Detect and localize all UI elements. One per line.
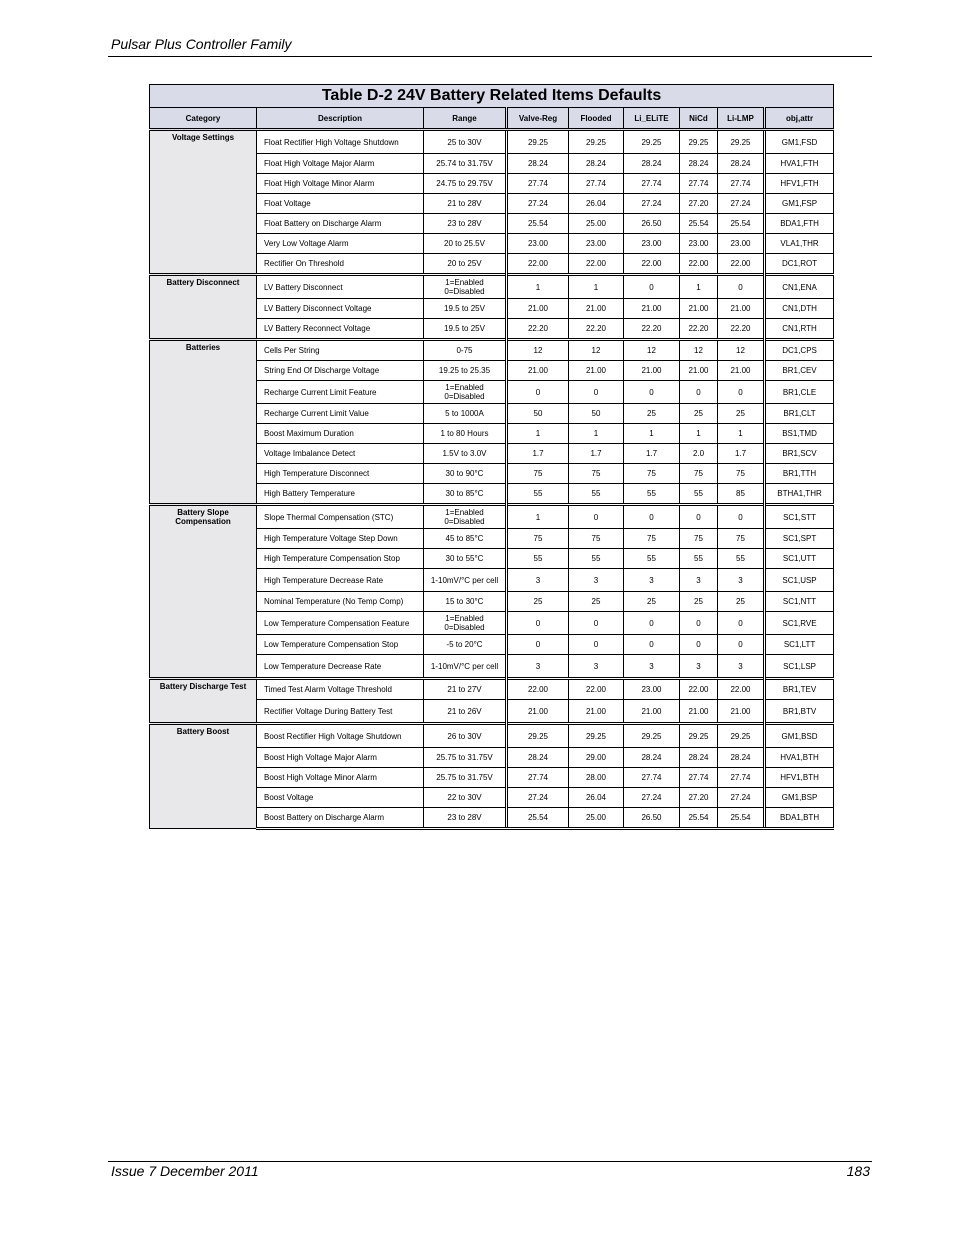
value-cell: 21.00 xyxy=(624,361,680,381)
value-cell: 27.24 xyxy=(507,194,569,214)
value-cell: 25.54 xyxy=(718,214,765,234)
value-cell: 27.24 xyxy=(624,788,680,808)
range-cell: 22 to 30V xyxy=(424,788,507,808)
objattr-cell: BR1,CLE xyxy=(765,381,834,404)
value-cell: 3 xyxy=(680,569,718,592)
range-cell: 26 to 30V xyxy=(424,724,507,748)
range-cell: 19.25 to 25.35 xyxy=(424,361,507,381)
value-cell: 1.7 xyxy=(569,444,624,464)
value-cell: 25.54 xyxy=(680,214,718,234)
objattr-cell: CN1,DTH xyxy=(765,299,834,319)
value-cell: 23.00 xyxy=(624,234,680,254)
objattr-cell: SC1,LSP xyxy=(765,655,834,679)
value-cell: 29.25 xyxy=(569,130,624,154)
value-cell: 29.00 xyxy=(569,748,624,768)
value-cell: 21.00 xyxy=(624,299,680,319)
value-cell: 22.00 xyxy=(507,254,569,275)
value-cell: 75 xyxy=(507,529,569,549)
description-cell: LV Battery Disconnect Voltage xyxy=(257,299,424,319)
value-cell: 22.20 xyxy=(507,319,569,340)
value-cell: 50 xyxy=(569,404,624,424)
objattr-cell: SC1,UTT xyxy=(765,549,834,569)
description-cell: Very Low Voltage Alarm xyxy=(257,234,424,254)
footer-rule xyxy=(108,1161,872,1162)
objattr-cell: BR1,SCV xyxy=(765,444,834,464)
value-cell: 22.00 xyxy=(624,254,680,275)
objattr-cell: SC1,USP xyxy=(765,569,834,592)
value-cell: 75 xyxy=(624,464,680,484)
column-header: NiCd xyxy=(680,108,718,130)
objattr-cell: GM1,FSD xyxy=(765,130,834,154)
value-cell: 0 xyxy=(507,381,569,404)
value-cell: 25 xyxy=(680,404,718,424)
value-cell: 0 xyxy=(718,635,765,655)
objattr-cell: BR1,CLT xyxy=(765,404,834,424)
table-row xyxy=(150,505,834,529)
description-cell: Boost Maximum Duration xyxy=(257,424,424,444)
value-cell: 27.74 xyxy=(569,174,624,194)
value-cell: 21.00 xyxy=(569,299,624,319)
value-cell: 27.74 xyxy=(718,768,765,788)
range-cell: 30 to 55°C xyxy=(424,549,507,569)
value-cell: 0 xyxy=(624,381,680,404)
objattr-cell: GM1,FSP xyxy=(765,194,834,214)
value-cell: 29.25 xyxy=(507,724,569,748)
category-cell: Battery Boost xyxy=(150,724,257,829)
range-cell: 25.74 to 31.75V xyxy=(424,154,507,174)
value-cell: 21.00 xyxy=(718,700,765,724)
header-rule xyxy=(108,56,872,57)
value-cell: 0 xyxy=(680,635,718,655)
objattr-cell: BS1,TMD xyxy=(765,424,834,444)
value-cell: 1 xyxy=(680,424,718,444)
value-cell: 27.20 xyxy=(680,194,718,214)
value-cell: 3 xyxy=(569,569,624,592)
value-cell: 22.00 xyxy=(718,254,765,275)
range-cell: 21 to 28V xyxy=(424,194,507,214)
value-cell: 1 xyxy=(507,424,569,444)
value-cell: 55 xyxy=(624,549,680,569)
description-cell: Voltage Imbalance Detect xyxy=(257,444,424,464)
value-cell: 3 xyxy=(507,569,569,592)
objattr-cell: DC1,CPS xyxy=(765,340,834,361)
value-cell: 29.25 xyxy=(680,724,718,748)
range-cell: 25.75 to 31.75V xyxy=(424,748,507,768)
value-cell: 1 xyxy=(569,275,624,299)
value-cell: 21.00 xyxy=(624,700,680,724)
objattr-cell: CN1,ENA xyxy=(765,275,834,299)
value-cell: 27.74 xyxy=(718,174,765,194)
value-cell: 12 xyxy=(624,340,680,361)
range-cell: 25.75 to 31.75V xyxy=(424,768,507,788)
value-cell: 0 xyxy=(680,612,718,635)
range-cell: 20 to 25V xyxy=(424,254,507,275)
value-cell: 26.04 xyxy=(569,788,624,808)
objattr-cell: GM1,BSD xyxy=(765,724,834,748)
value-cell: 3 xyxy=(718,569,765,592)
range-cell: 21 to 26V xyxy=(424,700,507,724)
description-cell: Float High Voltage Major Alarm xyxy=(257,154,424,174)
value-cell: 75 xyxy=(680,464,718,484)
value-cell: 21.00 xyxy=(507,700,569,724)
table-row xyxy=(150,724,834,748)
value-cell: 25 xyxy=(680,592,718,612)
value-cell: 26.50 xyxy=(624,808,680,829)
value-cell: 1 xyxy=(624,424,680,444)
value-cell: 25 xyxy=(569,592,624,612)
description-cell: High Temperature Disconnect xyxy=(257,464,424,484)
range-cell: 1=Enabled 0=Disabled xyxy=(424,612,507,635)
value-cell: 2.0 xyxy=(680,444,718,464)
table-row xyxy=(150,340,834,361)
range-cell: 25 to 30V xyxy=(424,130,507,154)
value-cell: 27.24 xyxy=(718,194,765,214)
range-cell: 23 to 28V xyxy=(424,214,507,234)
range-cell: 21 to 27V xyxy=(424,679,507,700)
value-cell: 55 xyxy=(507,549,569,569)
range-cell: 24.75 to 29.75V xyxy=(424,174,507,194)
value-cell: 55 xyxy=(569,484,624,505)
value-cell: 29.25 xyxy=(680,130,718,154)
value-cell: 0 xyxy=(624,612,680,635)
range-cell: 1 to 80 Hours xyxy=(424,424,507,444)
objattr-cell: SC1,NTT xyxy=(765,592,834,612)
value-cell: 25 xyxy=(507,592,569,612)
value-cell: 28.24 xyxy=(680,748,718,768)
value-cell: 21.00 xyxy=(680,700,718,724)
value-cell: 0 xyxy=(624,635,680,655)
description-cell: High Temperature Decrease Rate xyxy=(257,569,424,592)
range-cell: 19.5 to 25V xyxy=(424,319,507,340)
category-cell: Battery Discharge Test xyxy=(150,679,257,724)
value-cell: 55 xyxy=(718,549,765,569)
objattr-cell: SC1,LTT xyxy=(765,635,834,655)
value-cell: 23.00 xyxy=(680,234,718,254)
value-cell: 23.00 xyxy=(624,679,680,700)
column-header: Category xyxy=(150,108,257,130)
value-cell: 3 xyxy=(624,569,680,592)
description-cell: Cells Per String xyxy=(257,340,424,361)
value-cell: 28.24 xyxy=(507,154,569,174)
value-cell: 29.25 xyxy=(569,724,624,748)
value-cell: 55 xyxy=(680,484,718,505)
description-cell: Low Temperature Compensation Feature xyxy=(257,612,424,635)
objattr-cell: SC1,RVE xyxy=(765,612,834,635)
description-cell: Boost High Voltage Minor Alarm xyxy=(257,768,424,788)
objattr-cell: CN1,RTH xyxy=(765,319,834,340)
value-cell: 22.00 xyxy=(569,254,624,275)
value-cell: 1.7 xyxy=(507,444,569,464)
value-cell: 12 xyxy=(569,340,624,361)
value-cell: 0 xyxy=(569,505,624,529)
value-cell: 22.20 xyxy=(624,319,680,340)
range-cell: 1-10mV/°C per cell xyxy=(424,655,507,679)
value-cell: 29.25 xyxy=(624,724,680,748)
description-cell: String End Of Discharge Voltage xyxy=(257,361,424,381)
value-cell: 29.25 xyxy=(718,724,765,748)
value-cell: 75 xyxy=(718,529,765,549)
value-cell: 23.00 xyxy=(507,234,569,254)
description-cell: Recharge Current Limit Feature xyxy=(257,381,424,404)
value-cell: 21.00 xyxy=(680,299,718,319)
value-cell: 75 xyxy=(718,464,765,484)
value-cell: 0 xyxy=(569,381,624,404)
description-cell: LV Battery Reconnect Voltage xyxy=(257,319,424,340)
value-cell: 22.20 xyxy=(569,319,624,340)
value-cell: 27.74 xyxy=(624,768,680,788)
value-cell: 28.24 xyxy=(624,748,680,768)
category-cell: Battery Slope Compensation xyxy=(150,505,257,679)
value-cell: 3 xyxy=(507,655,569,679)
objattr-cell: HFV1,BTH xyxy=(765,768,834,788)
objattr-cell: BR1,CEV xyxy=(765,361,834,381)
value-cell: 0 xyxy=(680,505,718,529)
value-cell: 25.54 xyxy=(680,808,718,829)
objattr-cell: DC1,ROT xyxy=(765,254,834,275)
objattr-cell: HVA1,BTH xyxy=(765,748,834,768)
range-cell: 30 to 85°C xyxy=(424,484,507,505)
range-cell: 20 to 25.5V xyxy=(424,234,507,254)
table-title: Table D-2 24V Battery Related Items Defaults xyxy=(150,85,834,108)
category-cell: Battery Disconnect xyxy=(150,275,257,340)
description-cell: Boost High Voltage Major Alarm xyxy=(257,748,424,768)
value-cell: 1 xyxy=(569,424,624,444)
value-cell: 0 xyxy=(718,612,765,635)
column-header: Flooded xyxy=(569,108,624,130)
value-cell: 28.24 xyxy=(718,154,765,174)
value-cell: 0 xyxy=(718,505,765,529)
value-cell: 1.7 xyxy=(624,444,680,464)
value-cell: 25.54 xyxy=(507,214,569,234)
column-header: Li_ELiTE xyxy=(624,108,680,130)
value-cell: 0 xyxy=(507,612,569,635)
range-cell: 1=Enabled 0=Disabled xyxy=(424,381,507,404)
value-cell: 25 xyxy=(718,592,765,612)
range-cell: 19.5 to 25V xyxy=(424,299,507,319)
table-row xyxy=(150,679,834,700)
category-cell: Voltage Settings xyxy=(150,130,257,275)
value-cell: 27.24 xyxy=(507,788,569,808)
value-cell: 27.74 xyxy=(680,174,718,194)
category-cell: Batteries xyxy=(150,340,257,505)
value-cell: 27.74 xyxy=(507,768,569,788)
value-cell: 1 xyxy=(680,275,718,299)
value-cell: 0 xyxy=(624,505,680,529)
range-cell: 1=Enabled 0=Disabled xyxy=(424,505,507,529)
value-cell: 0 xyxy=(718,381,765,404)
value-cell: 55 xyxy=(680,549,718,569)
objattr-cell: VLA1,THR xyxy=(765,234,834,254)
table-row xyxy=(150,130,834,154)
objattr-cell: BR1,TEV xyxy=(765,679,834,700)
description-cell: Slope Thermal Compensation (STC) xyxy=(257,505,424,529)
value-cell: 25 xyxy=(624,592,680,612)
value-cell: 0 xyxy=(624,275,680,299)
value-cell: 12 xyxy=(718,340,765,361)
column-header: Li-LMP xyxy=(718,108,765,130)
value-cell: 12 xyxy=(680,340,718,361)
description-cell: Rectifier Voltage During Battery Test xyxy=(257,700,424,724)
value-cell: 22.00 xyxy=(680,679,718,700)
objattr-cell: HVA1,FTH xyxy=(765,154,834,174)
value-cell: 28.24 xyxy=(507,748,569,768)
value-cell: 28.24 xyxy=(680,154,718,174)
value-cell: 29.25 xyxy=(507,130,569,154)
range-cell: 1.5V to 3.0V xyxy=(424,444,507,464)
value-cell: 21.00 xyxy=(507,299,569,319)
range-cell: -5 to 20°C xyxy=(424,635,507,655)
value-cell: 75 xyxy=(569,529,624,549)
value-cell: 22.00 xyxy=(507,679,569,700)
value-cell: 27.74 xyxy=(507,174,569,194)
value-cell: 0 xyxy=(680,381,718,404)
value-cell: 0 xyxy=(569,635,624,655)
value-cell: 28.00 xyxy=(569,768,624,788)
range-cell: 23 to 28V xyxy=(424,808,507,829)
range-cell: 15 to 30°C xyxy=(424,592,507,612)
value-cell: 21.00 xyxy=(718,361,765,381)
description-cell: Recharge Current Limit Value xyxy=(257,404,424,424)
value-cell: 75 xyxy=(624,529,680,549)
value-cell: 28.24 xyxy=(624,154,680,174)
value-cell: 28.24 xyxy=(718,748,765,768)
column-header: obj,attr xyxy=(765,108,834,130)
value-cell: 3 xyxy=(569,655,624,679)
description-cell: Nominal Temperature (No Temp Comp) xyxy=(257,592,424,612)
defaults-table xyxy=(149,84,834,830)
value-cell: 21.00 xyxy=(718,299,765,319)
value-cell: 25.00 xyxy=(569,808,624,829)
description-cell: High Battery Temperature xyxy=(257,484,424,505)
description-cell: Rectifier On Threshold xyxy=(257,254,424,275)
objattr-cell: BTHA1,THR xyxy=(765,484,834,505)
description-cell: Boost Rectifier High Voltage Shutdown xyxy=(257,724,424,748)
value-cell: 1.7 xyxy=(718,444,765,464)
value-cell: 25 xyxy=(624,404,680,424)
value-cell: 3 xyxy=(624,655,680,679)
value-cell: 23.00 xyxy=(569,234,624,254)
value-cell: 21.00 xyxy=(569,361,624,381)
value-cell: 22.00 xyxy=(718,679,765,700)
value-cell: 22.00 xyxy=(569,679,624,700)
column-header: Range xyxy=(424,108,507,130)
value-cell: 22.20 xyxy=(680,319,718,340)
value-cell: 0 xyxy=(569,612,624,635)
range-cell: 1-10mV/°C per cell xyxy=(424,569,507,592)
value-cell: 25 xyxy=(718,404,765,424)
value-cell: 55 xyxy=(507,484,569,505)
value-cell: 27.74 xyxy=(624,174,680,194)
column-header: Description xyxy=(257,108,424,130)
running-header: Pulsar Plus Controller Family xyxy=(111,36,292,52)
objattr-cell: BR1,BTV xyxy=(765,700,834,724)
range-cell: 1=Enabled 0=Disabled xyxy=(424,275,507,299)
value-cell: 26.04 xyxy=(569,194,624,214)
value-cell: 26.50 xyxy=(624,214,680,234)
value-cell: 55 xyxy=(569,549,624,569)
value-cell: 75 xyxy=(569,464,624,484)
description-cell: Float Voltage xyxy=(257,194,424,214)
value-cell: 22.00 xyxy=(680,254,718,275)
description-cell: Float Battery on Discharge Alarm xyxy=(257,214,424,234)
value-cell: 75 xyxy=(680,529,718,549)
footer-issue: Issue 7 December 2011 xyxy=(111,1163,259,1179)
value-cell: 0 xyxy=(718,275,765,299)
value-cell: 1 xyxy=(507,505,569,529)
objattr-cell: SC1,STT xyxy=(765,505,834,529)
value-cell: 75 xyxy=(507,464,569,484)
value-cell: 28.24 xyxy=(569,154,624,174)
description-cell: Low Temperature Compensation Stop xyxy=(257,635,424,655)
objattr-cell: SC1,SPT xyxy=(765,529,834,549)
value-cell: 29.25 xyxy=(718,130,765,154)
value-cell: 1 xyxy=(718,424,765,444)
table-row xyxy=(150,275,834,299)
value-cell: 25.00 xyxy=(569,214,624,234)
value-cell: 3 xyxy=(718,655,765,679)
description-cell: Timed Test Alarm Voltage Threshold xyxy=(257,679,424,700)
description-cell: Low Temperature Decrease Rate xyxy=(257,655,424,679)
value-cell: 55 xyxy=(624,484,680,505)
value-cell: 27.20 xyxy=(680,788,718,808)
range-cell: 0-75 xyxy=(424,340,507,361)
range-cell: 30 to 90°C xyxy=(424,464,507,484)
value-cell: 1 xyxy=(507,275,569,299)
description-cell: Boost Voltage xyxy=(257,788,424,808)
value-cell: 21.00 xyxy=(680,361,718,381)
value-cell: 85 xyxy=(718,484,765,505)
description-cell: Float Rectifier High Voltage Shutdown xyxy=(257,130,424,154)
value-cell: 25.54 xyxy=(718,808,765,829)
value-cell: 27.74 xyxy=(680,768,718,788)
objattr-cell: HFV1,FTH xyxy=(765,174,834,194)
description-cell: Float High Voltage Minor Alarm xyxy=(257,174,424,194)
range-cell: 45 to 85°C xyxy=(424,529,507,549)
value-cell: 21.00 xyxy=(569,700,624,724)
description-cell: LV Battery Disconnect xyxy=(257,275,424,299)
objattr-cell: GM1,BSP xyxy=(765,788,834,808)
objattr-cell: BDA1,BTH xyxy=(765,808,834,829)
value-cell: 27.24 xyxy=(718,788,765,808)
value-cell: 25.54 xyxy=(507,808,569,829)
value-cell: 29.25 xyxy=(624,130,680,154)
page-number: 183 xyxy=(846,1163,870,1179)
objattr-cell: BDA1,FTH xyxy=(765,214,834,234)
description-cell: High Temperature Voltage Step Down xyxy=(257,529,424,549)
column-header: Valve-Reg xyxy=(507,108,569,130)
value-cell: 21.00 xyxy=(507,361,569,381)
value-cell: 22.20 xyxy=(718,319,765,340)
value-cell: 23.00 xyxy=(718,234,765,254)
description-cell: High Temperature Compensation Stop xyxy=(257,549,424,569)
description-cell: Boost Battery on Discharge Alarm xyxy=(257,808,424,829)
value-cell: 3 xyxy=(680,655,718,679)
value-cell: 50 xyxy=(507,404,569,424)
value-cell: 12 xyxy=(507,340,569,361)
value-cell: 0 xyxy=(507,635,569,655)
range-cell: 5 to 1000A xyxy=(424,404,507,424)
objattr-cell: BR1,TTH xyxy=(765,464,834,484)
value-cell: 27.24 xyxy=(624,194,680,214)
